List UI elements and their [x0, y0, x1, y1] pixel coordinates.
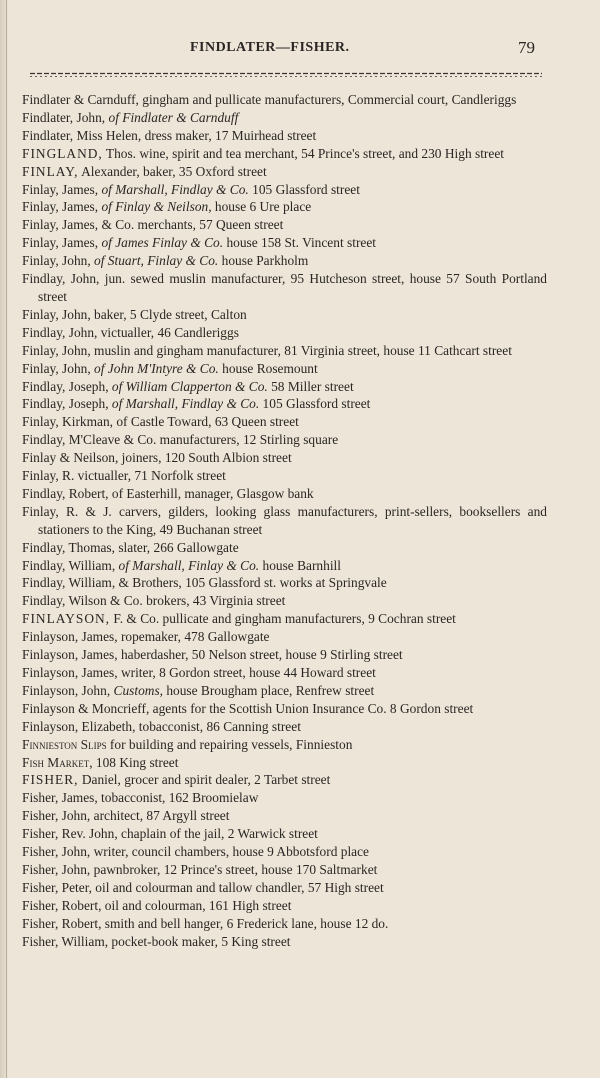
entry-heading-text: FINLAYSON, [22, 611, 111, 627]
entry-text: 105 Glassford street [259, 396, 371, 412]
directory-entry [22, 413, 547, 431]
directory-entry [22, 270, 547, 306]
directory-entry [22, 754, 547, 772]
directory-entry [22, 324, 547, 342]
entry-text: for building and repairing vessels, Finnieston [106, 736, 353, 752]
directory-entry [22, 574, 547, 592]
entry-text: F. & Co. pullicate and gingham manufacturers, 9 Cochran street [110, 611, 456, 627]
directory-entries [22, 91, 547, 951]
entry-italic-text: of John M'Intyre & Co. [94, 360, 219, 376]
directory-entry [22, 664, 547, 682]
entry-text: Findlater, Miss Helen, dress maker, 17 Muirhead street [22, 127, 317, 143]
directory-entry [22, 897, 547, 915]
entry-text: 58 Miller street [267, 378, 354, 394]
entry-text: Fisher, Robert, oil and colourman, 161 High street [22, 897, 292, 913]
directory-entry [22, 789, 547, 807]
entry-heading-text: Finnieston Slips [22, 736, 107, 752]
directory-entry [22, 378, 547, 396]
directory-entry [22, 109, 547, 127]
entry-text: house 158 St. Vincent street [223, 235, 377, 251]
entry-text: house Rosemount [218, 360, 318, 376]
page-number: 79 [518, 38, 535, 57]
directory-entry [22, 592, 547, 610]
entry-heading-text: FINGLAND, [22, 145, 103, 161]
directory-entry [22, 628, 547, 646]
entry-text: Fisher, John, writer, council chambers, house 9 Abbotsford place [22, 844, 370, 860]
directory-entry [22, 252, 547, 270]
entry-text: Fisher, John, architect, 87 Argyll street [22, 808, 230, 824]
entry-text: Finlayson, James, haberdasher, 50 Nelson street, house 9 Stirling street [22, 647, 403, 663]
entry-text: Finlay, James, & Co. merchants, 57 Queen street [22, 217, 284, 233]
directory-entry [22, 646, 547, 664]
directory-entry [22, 915, 547, 933]
directory-entry [22, 145, 547, 163]
entry-italic-text: of Finlay & Neilson, [101, 199, 212, 215]
directory-entry [22, 861, 547, 879]
directory-entry [22, 736, 547, 754]
entry-italic-text: of William Clapperton & Co. [111, 378, 268, 394]
entry-italic-text: Customs, [113, 682, 163, 698]
directory-entry [22, 557, 547, 575]
entry-italic-text: of Marshall, Findlay & Co. [111, 396, 260, 412]
entry-text: house Parkholm [218, 253, 309, 269]
entry-text: Finlay, R. victualler, 71 Norfolk street [22, 468, 226, 484]
entry-italic-text: of Marshall, Findlay & Co. [101, 181, 249, 197]
entry-italic-text: of Stuart, Finlay & Co. [94, 253, 219, 269]
entry-text: Fisher, Peter, oil and colourman and tallow chandler, 57 High street [22, 879, 384, 895]
directory-entry [22, 879, 547, 897]
entry-text: Findlater & Carnduff, gingham and pullicate manufacturers, Commercial court, Candleriggs [22, 92, 517, 107]
entry-text: Findlay, Joseph, [22, 396, 112, 412]
entry-text: 108 King street [92, 754, 179, 770]
entry-text: Findlay, Thomas, slater, 266 Gallowgate [22, 539, 239, 555]
entry-text: Findlay, Wilson & Co. brokers, 43 Virginia street [22, 593, 286, 609]
page-header [0, 38, 600, 62]
directory-entry [22, 807, 547, 825]
entry-text: Finlayson, Elizabeth, tobacconist, 86 Canning street [22, 718, 301, 734]
directory-entry [22, 771, 547, 789]
entry-text: Fisher, James, tobacconist, 162 Broomielaw [22, 790, 259, 806]
directory-entry [22, 933, 547, 951]
entry-text: Finlay, John, baker, 5 Clyde street, Calton [22, 306, 247, 322]
directory-entry [22, 467, 547, 485]
directory-entry [22, 163, 547, 181]
entry-text: 105 Glassford street [248, 181, 360, 197]
directory-entry [22, 234, 547, 252]
entry-text: Findlay, William, [22, 557, 119, 573]
entry-heading-text: FISHER, [22, 772, 79, 788]
entry-text: Finlayson & Moncrieff, agents for the Scottish Union Insurance Co. 8 Gordon street [22, 700, 474, 716]
directory-entry [22, 342, 547, 360]
entry-text: Finlay, John, muslin and gingham manufacturer, 81 Virginia street, house 11 Cathcart street [22, 342, 512, 358]
running-head: FINDLATER—FISHER. [190, 40, 350, 55]
directory-entry [22, 718, 547, 736]
entry-text: Fisher, John, pawnbroker, 12 Prince's street, house 170 Saltmarket [22, 861, 378, 877]
directory-entry [22, 539, 547, 557]
directory-entry [22, 503, 547, 539]
entry-text: Findlay, William, & Brothers, 105 Glassford st. works at Springvale [22, 575, 387, 591]
entry-heading-text: FINLAY, [22, 163, 79, 179]
directory-entry [22, 825, 547, 843]
directory-entry [22, 127, 547, 145]
directory-entry [22, 610, 547, 628]
entry-text: Finlay, John, [22, 360, 95, 376]
directory-entry [22, 91, 547, 109]
entry-italic-text: of James Finlay & Co. [101, 235, 224, 251]
directory-entry [22, 395, 547, 413]
directory-entry [22, 682, 547, 700]
entry-text: house Barnhill [259, 557, 341, 573]
entry-text: house 6 Ure place [211, 199, 312, 215]
entry-text: Thos. wine, spirit and tea merchant, 54 Prince's street, and 230 High street [102, 145, 504, 161]
entry-text: house Brougham place, Renfrew street [163, 682, 375, 698]
entry-text: Finlay, James, [22, 199, 102, 215]
entry-heading-text: Fish Market, [22, 754, 93, 770]
entry-text: Alexander, baker, 35 Oxford street [78, 163, 267, 179]
entry-text: Findlay, Robert, of Easterhill, manager, Glasgow bank [22, 485, 314, 501]
entry-text: Fisher, Rev. John, chaplain of the jail, 2 Warwick street [22, 826, 318, 842]
entry-text: Finlay, James, [22, 181, 102, 197]
entry-text: Finlay, James, [22, 235, 102, 251]
entry-italic-text: of Marshall, Finlay & Co. [118, 557, 260, 573]
entry-text: Fisher, William, pocket-book maker, 5 King street [22, 933, 291, 949]
directory-entry [22, 360, 547, 378]
entry-text: Finlayson, James, ropemaker, 478 Gallowgate [22, 629, 270, 645]
directory-entry [22, 431, 547, 449]
entry-text: Finlay & Neilson, joiners, 120 South Albion street [22, 450, 292, 466]
entry-text: Findlay, John, victualler, 46 Candleriggs [22, 324, 239, 340]
entry-text: Findlay, John, jun. sewed muslin manufacturer, 95 Hutcheson street, house 57 South Portland street [22, 271, 547, 304]
directory-entry [22, 198, 547, 216]
page-binding-edge [0, 0, 8, 1078]
entry-text: Finlay, John, [22, 253, 95, 269]
entry-text: Daniel, grocer and spirit dealer, 2 Tarbet street [78, 772, 331, 788]
directory-entry [22, 485, 547, 503]
entry-text: Findlater, John, [22, 109, 109, 125]
header-ornamental-rule [30, 72, 542, 78]
entry-text: Findlay, M'Cleave & Co. manufacturers, 12 Stirling square [22, 432, 339, 448]
directory-entry [22, 700, 547, 718]
entry-text: Fisher, Robert, smith and bell hanger, 6 Frederick lane, house 12 do. [22, 915, 389, 931]
entry-text: Finlay, Kirkman, of Castle Toward, 63 Queen street [22, 414, 299, 430]
directory-entry [22, 181, 547, 199]
entry-text: Finlayson, James, writer, 8 Gordon street, house 44 Howard street [22, 665, 376, 680]
directory-entry [22, 843, 547, 861]
directory-entry [22, 449, 547, 467]
directory-entry [22, 306, 547, 324]
entry-text: Finlay, R. & J. carvers, gilders, looking glass manufacturers, print-sellers, booksellers and stationers to the King, 49 Buchanan street [22, 503, 547, 537]
entry-text: Findlay, Joseph, [22, 378, 112, 394]
directory-entry [22, 216, 547, 234]
entry-text: Finlayson, John, [22, 682, 114, 698]
entry-italic-text: of Findlater & Carnduff [108, 109, 239, 125]
